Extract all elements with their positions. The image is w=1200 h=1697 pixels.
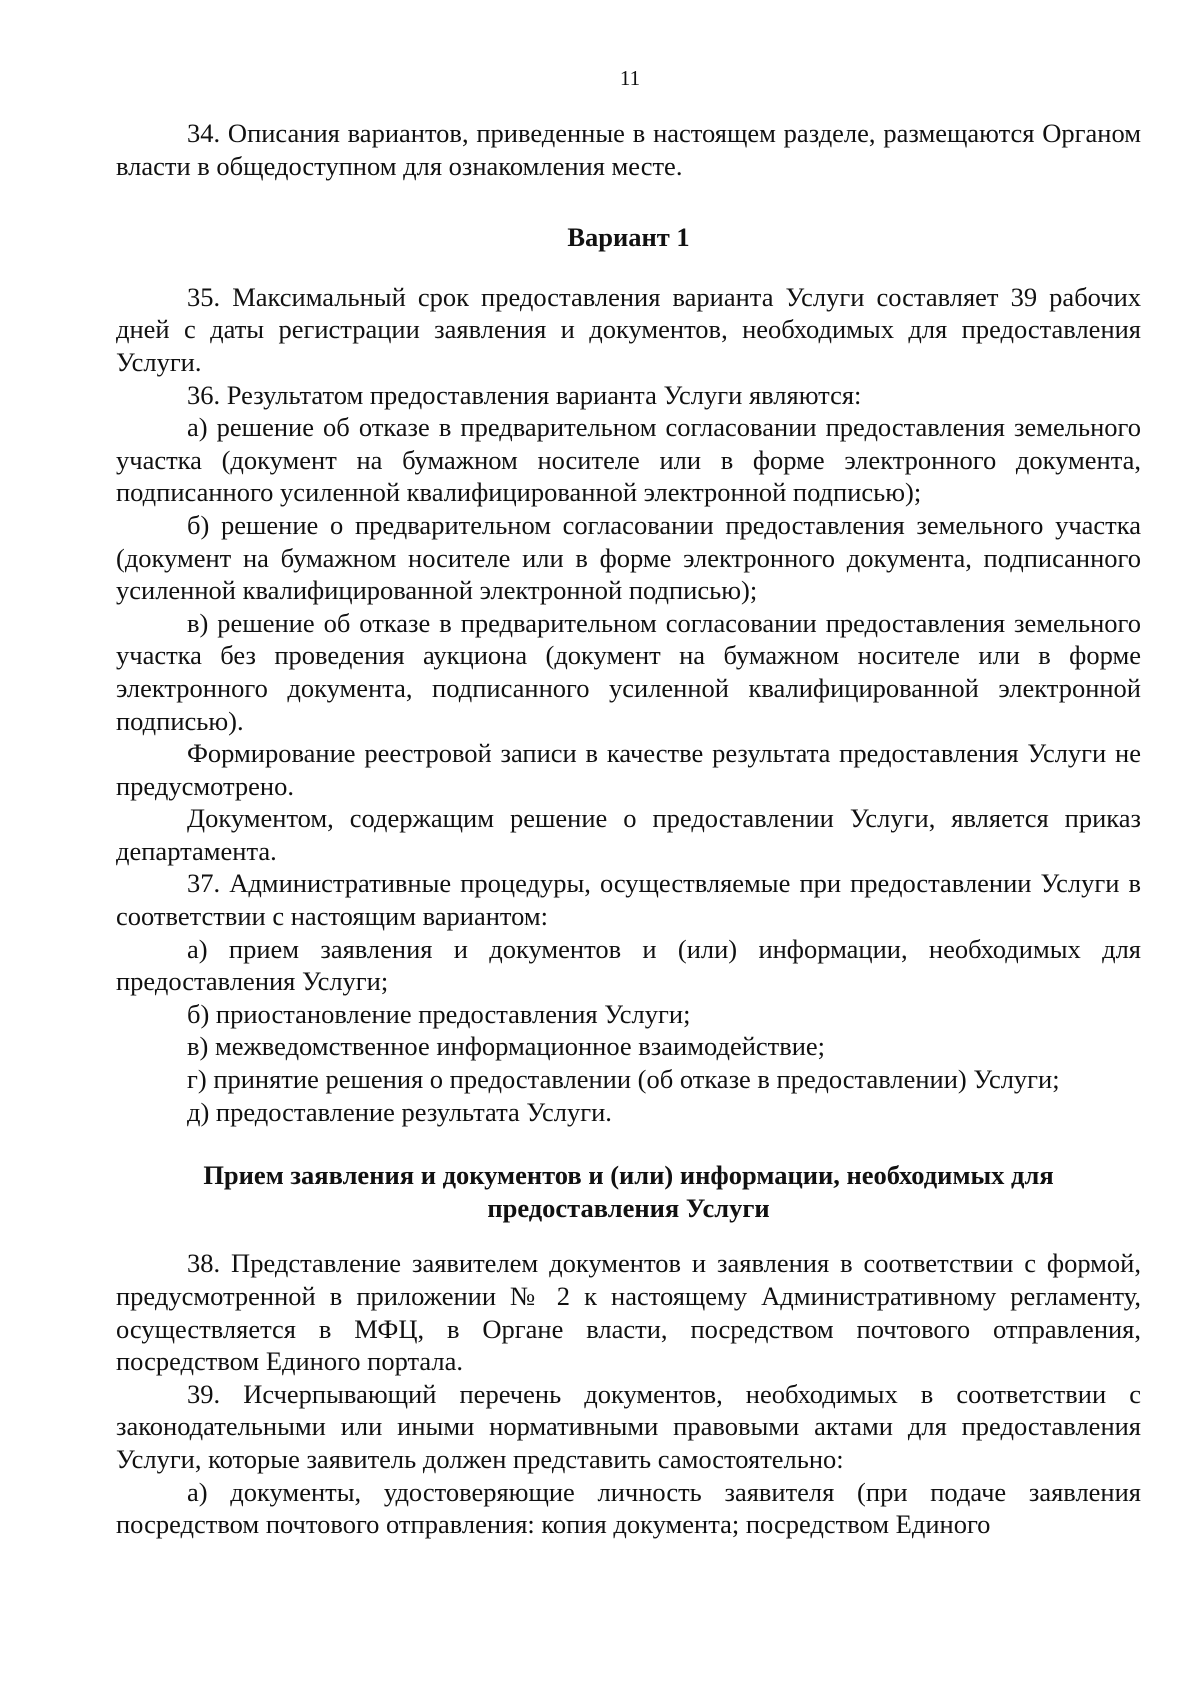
paragraph-registry-record: Формирование реестровой записи в качестве результата предоставления Услуги не предусмотрено. — [116, 738, 1141, 801]
heading-application-intake: Прием заявления и документов и (или) информации, необходимых для предоставления Услуги — [203, 1160, 1054, 1223]
paragraph-37-g: г) принятие решения о предоставлении (об отказе в предоставлении) Услуги; — [187, 1064, 1060, 1095]
paragraph-35: 35. Максимальный срок предоставления варианта Услуги составляет 39 рабочих дней с даты регистрации заявления и документов, необходимых для предоставления Услуги. — [116, 281, 1141, 377]
paragraph-36-v: в) решение об отказе в предварительном согласовании предоставления земельного участка без проведения аукциона (документ на бумажном носителе или в форме электронного документа, подписанного усиленной квалифицированной электронной подписью). — [116, 607, 1141, 736]
paragraph-38: 38. Представление заявителем документов и заявления в соответствии с формой, предусмотренной в приложении № 2 к настоящему Административному регламенту, осуществляется в МФЦ, в Органе власти, посредством почтового отправления, посредством Единого портала. — [116, 1248, 1141, 1377]
paragraph-39-a: а) документы, удостоверяющие личность заявителя (при подаче заявления посредством почтового отправления: копия документа; посредством Единого — [116, 1476, 1141, 1540]
paragraph-34: 34. Описания вариантов, приведенные в настоящем разделе, размещаются Органом власти в общедоступном для ознакомления месте. — [116, 118, 1141, 181]
paragraph-37-a: а) прием заявления и документов и (или) информации, необходимых для предоставления Услуги; — [116, 933, 1141, 997]
paragraph-37-b: б) приостановление предоставления Услуги; — [187, 998, 691, 1029]
paragraph-36: 36. Результатом предоставления варианта Услуги являются: — [187, 379, 862, 410]
paragraph-36-b: б) решение о предварительном согласовании предоставления земельного участка (документ на бумажном носителе или в форме электронного документа, подписанного усиленной квалифицированной электронной подписью); — [116, 509, 1141, 606]
paragraph-37-v: в) межведомственное информационное взаимодействие; — [187, 1031, 826, 1062]
document-body — [116, 117, 1141, 1541]
paragraph-37: 37. Административные процедуры, осуществляемые при предоставлении Услуги в соответствии с настоящим вариантом: — [116, 868, 1141, 932]
paragraph-decision-document: Документом, содержащим решение о предоставлении Услуги, является приказ департамента. — [116, 803, 1141, 866]
heading-variant-1: Вариант 1 — [567, 222, 690, 253]
paragraph-37-d: д) предоставление результата Услуги. — [187, 1096, 612, 1127]
paragraph-36-a: а) решение об отказе в предварительном согласовании предоставления земельного участка (документ на бумажном носителе или в форме электронного документа, подписанного усиленной квалифицированной электронной подписью); — [116, 412, 1141, 508]
page-number: 11 — [619, 66, 641, 90]
paragraph-39: 39. Исчерпывающий перечень документов, необходимых в соответствии с законодательными или иными нормативными правовыми актами для предоставления Услуги, которые заявитель должен представить самостоятельно: — [116, 1378, 1141, 1474]
